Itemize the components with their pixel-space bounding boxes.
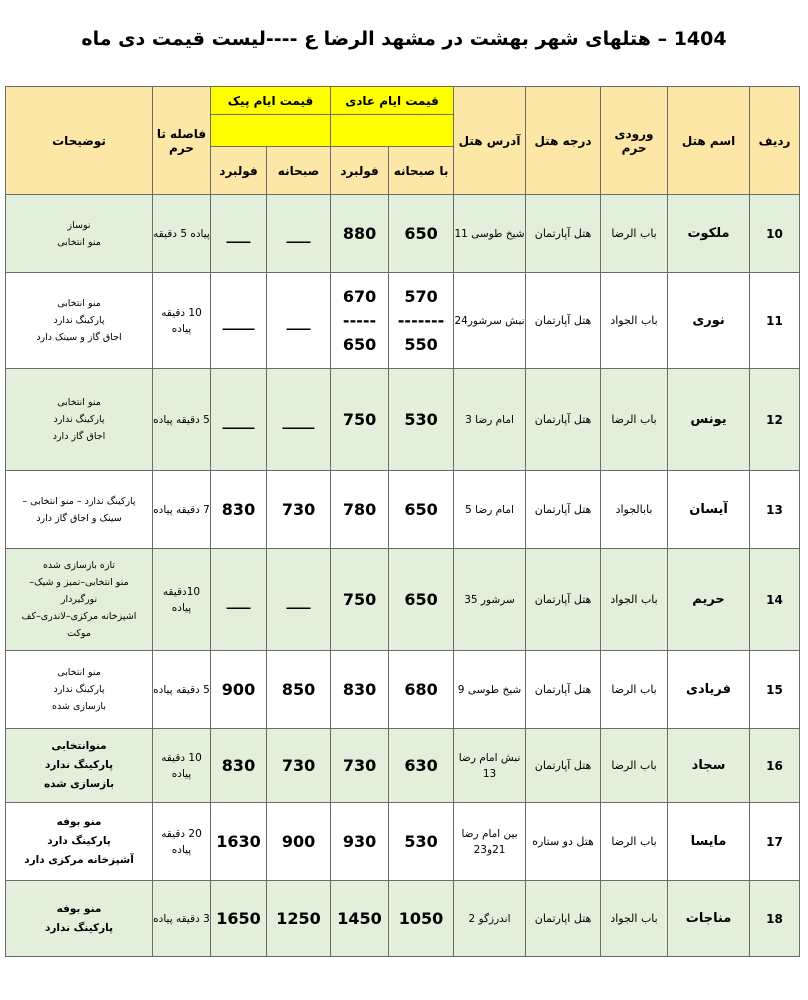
cell-hotel-name <box>668 803 750 881</box>
cell-grade <box>526 651 601 729</box>
cell-notes <box>6 369 153 471</box>
cell-radif <box>750 803 800 881</box>
cell-with-breakfast <box>389 729 454 803</box>
cell-with-breakfast <box>389 651 454 729</box>
cell-with-breakfast <box>389 881 454 957</box>
cell-distance-text: 3 دقیقه پیاده <box>153 912 210 925</box>
cell-with-breakfast-text: 570 ------- 550 <box>397 286 445 354</box>
cell-full-board-text: 730 <box>342 755 377 775</box>
cell-peak-full-board <box>211 803 267 881</box>
cell-notes-text: پارکینگ ندارد – منو انتخابی – سینک و اجاق گاز دارد <box>22 495 136 524</box>
cell-peak-breakfast-text: 1250 <box>276 908 321 928</box>
cell-with-breakfast <box>389 195 454 273</box>
header-full-board: فولبرد <box>331 147 389 195</box>
cell-notes-text: منو بوفه پارکینگ ندارد <box>44 902 114 934</box>
cell-full-board <box>331 651 389 729</box>
cell-peak-full-board <box>211 729 267 803</box>
cell-hotel-name <box>668 273 750 369</box>
table-row <box>6 881 800 957</box>
header-distance: فاصله تا حرم <box>153 87 211 195</box>
cell-with-breakfast-text: 530 <box>404 831 438 851</box>
cell-with-breakfast <box>389 803 454 881</box>
cell-grade <box>526 195 601 273</box>
cell-radif <box>750 651 800 729</box>
cell-distance-text: 7 دقیقه پیاده <box>153 503 210 516</box>
cell-full-board <box>331 195 389 273</box>
cell-radif <box>750 549 800 651</box>
cell-distance-text: 20 دقیقه پیاده <box>161 827 202 856</box>
header-normal-blank <box>331 115 454 147</box>
cell-peak-breakfast <box>267 881 331 957</box>
cell-grade-text: هتل دو ستاره <box>532 835 594 848</box>
cell-with-breakfast-text: 680 <box>404 679 438 699</box>
cell-distance-text: 10 دقیقه پیاده <box>161 306 202 335</box>
header-with-breakfast: با صبحانه <box>389 147 454 195</box>
cell-full-board-text: 930 <box>342 831 377 851</box>
cell-notes <box>6 549 153 651</box>
cell-entrance <box>601 369 668 471</box>
cell-address <box>454 881 526 957</box>
cell-peak-breakfast-text: ____ <box>282 409 315 429</box>
cell-notes-text: منو انتخابی پارکینگ ندارد اجاق گاز و سینک دارد <box>36 298 122 343</box>
cell-full-board-text: 1450 <box>337 908 382 928</box>
cell-hotel-name-text: نوری <box>692 313 725 328</box>
cell-address-text: نبش سرشور24 <box>454 314 525 327</box>
cell-hotel-name-text: ملکوت <box>687 226 730 241</box>
cell-peak-breakfast <box>267 729 331 803</box>
cell-notes <box>6 729 153 803</box>
cell-grade-text: هتل آپارتمان <box>534 314 592 327</box>
cell-entrance <box>601 651 668 729</box>
header-grade: درجه هتل <box>526 87 601 195</box>
cell-peak-breakfast-text: 900 <box>281 831 316 851</box>
cell-with-breakfast-text: 630 <box>404 755 438 775</box>
cell-peak-full-board <box>211 471 267 549</box>
cell-address-text: شیخ طوسی 11 <box>454 227 525 240</box>
cell-address <box>454 471 526 549</box>
cell-hotel-name <box>668 729 750 803</box>
cell-notes-text: نوساز منو انتخابی <box>57 219 101 248</box>
cell-distance-text: 5 دقیقه پیاده <box>153 413 210 426</box>
cell-radif-text: 14 <box>766 592 783 607</box>
cell-distance <box>153 549 211 651</box>
cell-peak-full-board-text: 830 <box>221 755 256 775</box>
cell-with-breakfast-text: 650 <box>404 589 438 609</box>
cell-radif-text: 10 <box>766 226 783 241</box>
cell-full-board-text: 750 <box>342 409 377 429</box>
cell-entrance-text: باب الجواد <box>610 593 658 606</box>
cell-peak-full-board <box>211 195 267 273</box>
cell-entrance <box>601 881 668 957</box>
cell-entrance <box>601 549 668 651</box>
cell-grade-text: هتل آپارتمان <box>534 503 592 516</box>
header-full-board-peak: فولبرد <box>211 147 267 195</box>
cell-peak-breakfast <box>267 651 331 729</box>
cell-address <box>454 803 526 881</box>
cell-radif-text: 15 <box>766 682 783 697</box>
cell-notes-text: منوانتخابی پارکینگ ندارد بازسازی شده <box>43 740 115 790</box>
cell-grade <box>526 881 601 957</box>
cell-radif-text: 13 <box>766 502 783 517</box>
cell-address-text: نبش امام رضا 13 <box>458 751 521 780</box>
cell-notes <box>6 803 153 881</box>
cell-address-text: بین امام رضا 21و23 <box>461 827 518 856</box>
cell-entrance-text: باب الجواد <box>610 912 658 925</box>
cell-with-breakfast-text: 650 <box>404 499 438 519</box>
cell-grade-text: هتل آپارتمان <box>534 759 592 772</box>
cell-full-board-text: 780 <box>342 499 377 519</box>
cell-peak-full-board-text: ____ <box>222 409 255 429</box>
cell-entrance <box>601 195 668 273</box>
cell-full-board <box>331 471 389 549</box>
cell-full-board-text: 830 <box>342 679 377 699</box>
cell-distance-text: پیاده 5 دقیقه <box>153 227 210 240</box>
cell-hotel-name-text: فریادی <box>686 682 731 697</box>
cell-full-board-text: 880 <box>342 223 377 243</box>
cell-radif <box>750 471 800 549</box>
table-row <box>6 471 800 549</box>
cell-address-text: امام رضا 3 <box>465 413 514 426</box>
cell-radif <box>750 273 800 369</box>
cell-notes <box>6 471 153 549</box>
header-breakfast: صبحانه <box>267 147 331 195</box>
cell-notes <box>6 881 153 957</box>
cell-peak-full-board <box>211 881 267 957</box>
header-notes: توضیحات <box>6 87 153 195</box>
cell-peak-breakfast <box>267 273 331 369</box>
table-row <box>6 273 800 369</box>
cell-peak-breakfast-text: 850 <box>281 679 316 699</box>
cell-with-breakfast <box>389 369 454 471</box>
cell-peak-breakfast <box>267 549 331 651</box>
cell-radif <box>750 195 800 273</box>
page-title: 1404 – هتلهای شهر بهشت در مشهد الرضا ع ----لیست قیمت دی ماه <box>81 28 727 50</box>
cell-grade <box>526 369 601 471</box>
cell-peak-breakfast <box>267 195 331 273</box>
cell-hotel-name-text: حریم <box>692 592 725 607</box>
cell-radif <box>750 369 800 471</box>
cell-radif-text: 16 <box>766 758 783 773</box>
cell-radif-text: 18 <box>766 911 783 926</box>
cell-with-breakfast-text: 1050 <box>398 908 444 928</box>
cell-peak-full-board <box>211 651 267 729</box>
cell-grade-text: هتل اپارتمان <box>534 912 592 925</box>
cell-peak-breakfast-text: ___ <box>286 589 311 609</box>
cell-radif-text: 11 <box>766 313 783 328</box>
cell-radif <box>750 729 800 803</box>
cell-with-breakfast <box>389 273 454 369</box>
cell-entrance <box>601 471 668 549</box>
cell-entrance-text: باب الرضا <box>611 759 657 772</box>
cell-hotel-name-text: آیسان <box>689 502 728 517</box>
cell-hotel-name-text: سجاد <box>691 758 726 773</box>
cell-grade-text: هتل آپارتمان <box>534 413 592 426</box>
cell-with-breakfast <box>389 549 454 651</box>
cell-distance <box>153 195 211 273</box>
table-row <box>6 803 800 881</box>
cell-full-board <box>331 369 389 471</box>
cell-hotel-name <box>668 369 750 471</box>
cell-address <box>454 729 526 803</box>
cell-address-text: سرشور 35 <box>464 593 515 606</box>
cell-peak-full-board-text: ____ <box>222 310 255 330</box>
cell-notes-text: منو بوفه پارکینگ دارد آشپزخانه مرکزی دارد <box>24 816 134 866</box>
cell-distance <box>153 651 211 729</box>
cell-entrance <box>601 729 668 803</box>
cell-peak-full-board <box>211 549 267 651</box>
cell-peak-breakfast <box>267 803 331 881</box>
header-entrance: ورودی حرم <box>601 87 668 195</box>
cell-address <box>454 651 526 729</box>
cell-peak-full-board <box>211 369 267 471</box>
cell-full-board-text: 670 ----- 650 <box>342 286 377 354</box>
cell-peak-breakfast <box>267 471 331 549</box>
cell-grade <box>526 471 601 549</box>
cell-distance <box>153 729 211 803</box>
cell-entrance-text: باب الرضا <box>611 413 657 426</box>
cell-grade-text: هتل آپارتمان <box>534 227 592 240</box>
cell-distance-text: 5 دقیقه پیاده <box>153 683 210 696</box>
cell-notes-text: منو انتخابی پارکینگ ندارد اجاق گاز دارد <box>52 397 106 442</box>
cell-address <box>454 369 526 471</box>
table-row <box>6 729 800 803</box>
cell-distance-text: 10 دقیقه پیاده <box>161 751 202 780</box>
table-row <box>6 195 800 273</box>
table-row <box>6 369 800 471</box>
cell-entrance-text: باب الرضا <box>611 683 657 696</box>
cell-distance <box>153 273 211 369</box>
cell-distance-text: 10دقیقه پیاده <box>162 585 201 614</box>
cell-full-board-text: 750 <box>342 589 377 609</box>
cell-hotel-name <box>668 471 750 549</box>
cell-peak-full-board-text: ___ <box>226 223 251 243</box>
cell-with-breakfast-text: 530 <box>404 409 438 429</box>
cell-address-text: اندرزگو 2 <box>468 912 511 925</box>
cell-entrance-text: باب الجواد <box>610 314 658 327</box>
table-row <box>6 549 800 651</box>
cell-hotel-name-text: مناجات <box>685 911 732 926</box>
cell-peak-breakfast-text: ___ <box>286 310 311 330</box>
cell-radif <box>750 881 800 957</box>
header-peak-days: قیمت ایام پیک <box>211 87 331 115</box>
cell-peak-breakfast-text: ___ <box>286 223 311 243</box>
cell-full-board <box>331 549 389 651</box>
cell-hotel-name <box>668 881 750 957</box>
cell-peak-full-board-text: ___ <box>226 589 251 609</box>
cell-full-board <box>331 881 389 957</box>
cell-grade-text: هتل آپارتمان <box>534 683 592 696</box>
cell-entrance-text: بابالجواد <box>615 503 653 516</box>
cell-full-board <box>331 729 389 803</box>
cell-hotel-name-text: یونس <box>690 412 727 427</box>
cell-notes <box>6 195 153 273</box>
cell-grade <box>526 549 601 651</box>
cell-peak-full-board-text: 900 <box>221 679 256 699</box>
cell-grade <box>526 803 601 881</box>
cell-hotel-name <box>668 195 750 273</box>
cell-distance <box>153 803 211 881</box>
cell-hotel-name <box>668 549 750 651</box>
header-normal-days: قیمت ایام عادی <box>331 87 454 115</box>
cell-address <box>454 195 526 273</box>
cell-distance <box>153 471 211 549</box>
cell-peak-full-board-text: 830 <box>221 499 256 519</box>
cell-with-breakfast <box>389 471 454 549</box>
cell-distance <box>153 881 211 957</box>
table-row <box>6 651 800 729</box>
cell-address-text: شیخ طوسی 9 <box>457 683 522 696</box>
cell-grade-text: هتل آپارتمان <box>534 593 592 606</box>
cell-notes <box>6 651 153 729</box>
cell-entrance <box>601 273 668 369</box>
cell-notes-text: تازه بازسازی شده منو انتخابی–تمیز و شیک– نورگیردار اشپزخانه مرکزی–لاندری–کف موکت <box>21 560 137 639</box>
cell-full-board <box>331 803 389 881</box>
cell-peak-breakfast-text: 730 <box>281 755 316 775</box>
cell-peak-full-board <box>211 273 267 369</box>
cell-peak-full-board-text: 1630 <box>216 831 261 851</box>
hotel-price-table <box>5 86 800 957</box>
cell-peak-breakfast-text: 730 <box>281 499 316 519</box>
header-address: آدرس هتل <box>454 87 526 195</box>
cell-notes <box>6 273 153 369</box>
header-hotel-name: اسم هتل <box>668 87 750 195</box>
cell-address-text: امام رضا 5 <box>465 503 514 516</box>
cell-radif-text: 12 <box>766 412 783 427</box>
cell-full-board <box>331 273 389 369</box>
cell-peak-breakfast <box>267 369 331 471</box>
cell-address <box>454 273 526 369</box>
cell-address <box>454 549 526 651</box>
cell-entrance-text: باب الرضا <box>611 835 657 848</box>
cell-with-breakfast-text: 650 <box>404 223 438 243</box>
cell-grade <box>526 729 601 803</box>
cell-distance <box>153 369 211 471</box>
cell-hotel-name <box>668 651 750 729</box>
header-radif: ردیف <box>750 87 800 195</box>
cell-grade <box>526 273 601 369</box>
cell-entrance-text: باب الرضا <box>611 227 657 240</box>
cell-entrance <box>601 803 668 881</box>
cell-notes-text: منو انتخابی پارکینگ ندارد بازسازی شده <box>52 667 106 712</box>
cell-hotel-name-text: مایسا <box>690 834 727 849</box>
cell-peak-full-board-text: 1650 <box>216 908 261 928</box>
header-peak-blank <box>211 115 331 147</box>
cell-radif-text: 17 <box>766 834 783 849</box>
